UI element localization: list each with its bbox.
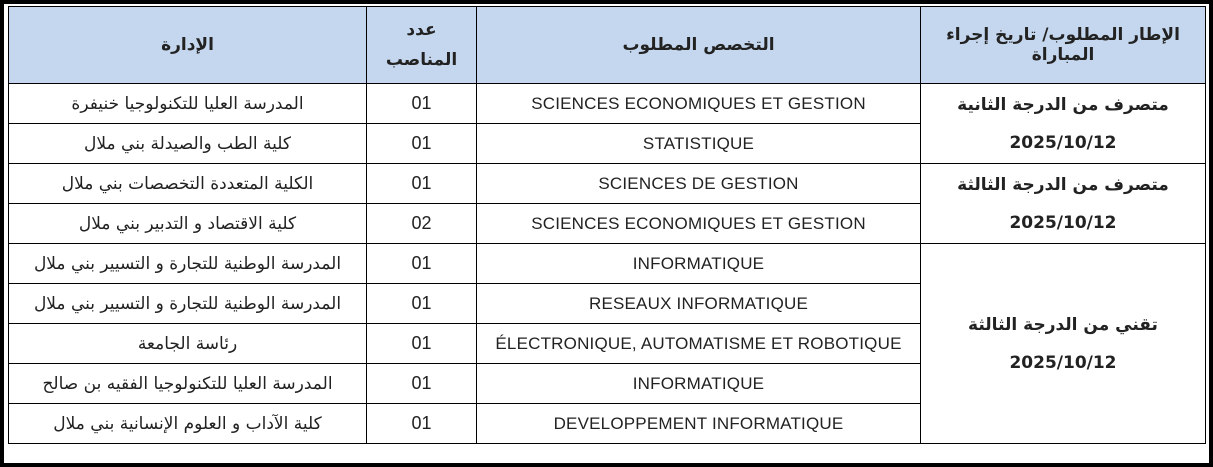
administration-cell: كلية الطب والصيدلة بني ملال (9, 124, 367, 164)
group-frame-label: تقني من الدرجة الثالثة (968, 314, 1158, 335)
table-row (9, 164, 1206, 204)
administration-cell: المدرسة الوطنية للتجارة و التسيير بني ملال (9, 244, 367, 284)
specialty-cell: STATISTIQUE (477, 124, 921, 164)
administration-cell: الكلية المتعددة التخصصات بني ملال (9, 164, 367, 204)
group-date: 2025/10/12 (1009, 352, 1117, 373)
administration-cell: المدرسة العليا للتكنولوجيا خنيفرة (9, 84, 367, 124)
header-frame: الإطار المطلوب/ تاريخ إجراء المباراة (921, 7, 1206, 84)
administration-cell: المدرسة العليا للتكنولوجيا الفقيه بن صالح (9, 364, 367, 404)
specialty-cell: ÉLECTRONIQUE, AUTOMATISME ET ROBOTIQUE (477, 324, 921, 364)
administration-cell: رئاسة الجامعة (9, 324, 367, 364)
administration-cell: المدرسة الوطنية للتجارة و التسيير بني ملال (9, 284, 367, 324)
table-row (9, 84, 1206, 124)
count-cell: 01 (367, 404, 477, 444)
count-cell: 01 (367, 84, 477, 124)
count-cell: 01 (367, 124, 477, 164)
header-count-line2: المناصب (385, 50, 458, 70)
count-cell: 01 (367, 164, 477, 204)
group-date: 2025/10/12 (1009, 212, 1117, 233)
group-frame-cell (921, 84, 1206, 164)
group-frame-label: متصرف من الدرجة الثالثة (957, 174, 1169, 195)
table-row (9, 244, 1206, 284)
header-specialty: التخصص المطلوب (477, 7, 921, 84)
header-count-line1: عدد (406, 20, 437, 40)
administration-cell: كلية الاقتصاد و التدبير بني ملال (9, 204, 367, 244)
specialty-cell: SCIENCES DE GESTION (477, 164, 921, 204)
specialty-cell: SCIENCES ECONOMIQUES ET GESTION (477, 84, 921, 124)
count-cell: 01 (367, 244, 477, 284)
count-cell: 02 (367, 204, 477, 244)
header-count (367, 7, 477, 84)
count-cell: 01 (367, 284, 477, 324)
count-cell: 01 (367, 324, 477, 364)
specialty-cell: DEVELOPPEMENT INFORMATIQUE (477, 404, 921, 444)
specialty-cell: INFORMATIQUE (477, 364, 921, 404)
group-frame-cell (921, 164, 1206, 244)
group-date: 2025/10/12 (1009, 132, 1117, 153)
specialty-cell: SCIENCES ECONOMIQUES ET GESTION (477, 204, 921, 244)
specialty-cell: RESEAUX INFORMATIQUE (477, 284, 921, 324)
group-frame-cell (921, 244, 1206, 444)
positions-table (8, 6, 1206, 444)
table-header-row (9, 7, 1206, 84)
administration-cell: كلية الآداب و العلوم الإنسانية بني ملال (9, 404, 367, 444)
specialty-cell: INFORMATIQUE (477, 244, 921, 284)
header-administration: الإدارة (9, 7, 367, 84)
group-frame-label: متصرف من الدرجة الثانية (957, 94, 1169, 115)
count-cell: 01 (367, 364, 477, 404)
